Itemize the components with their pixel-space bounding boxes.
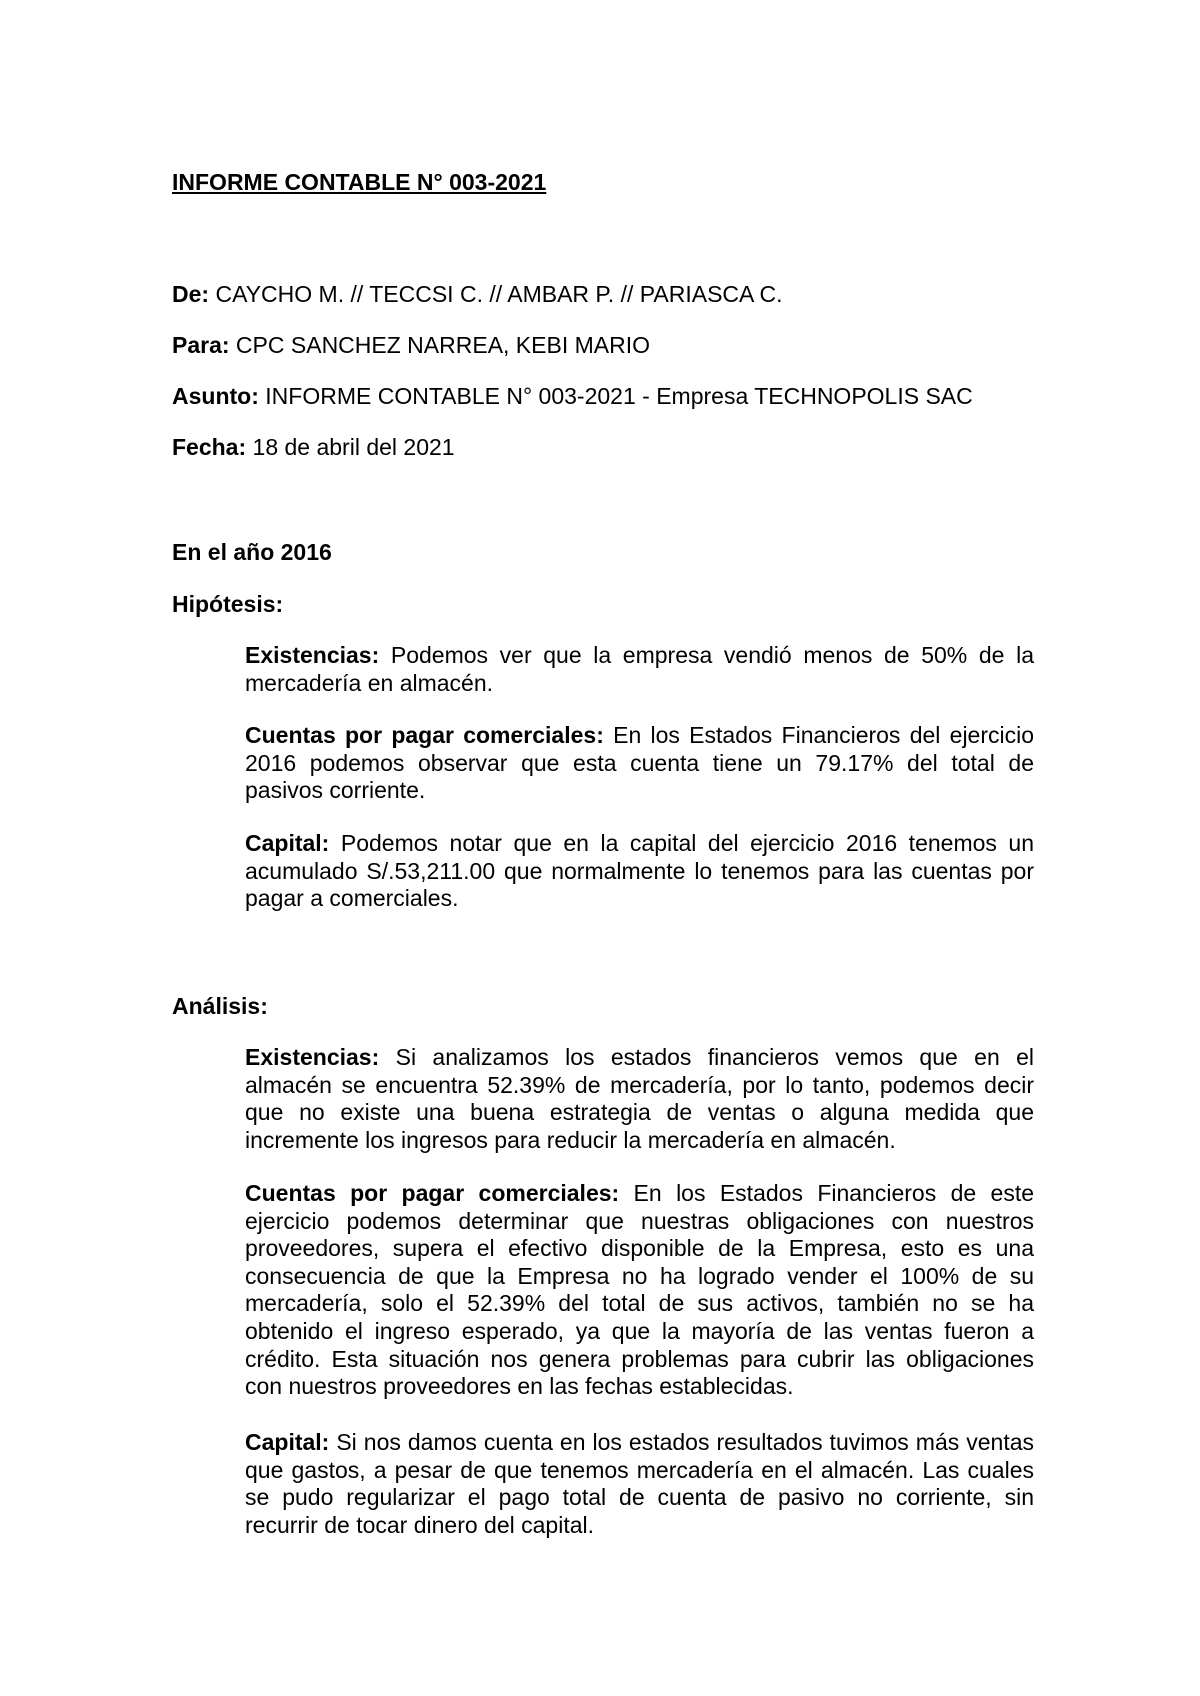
hipotesis-existencias	[245, 642, 1034, 697]
hipotesis-capital-text: Podemos notar que en la capital del ejercicio 2016 tenemos un acumulado S/.53,211.00 que normalmente lo tenemos para las cuentas por pagar a comerciales.	[245, 830, 1034, 912]
meta-fecha	[172, 433, 455, 461]
analisis-heading: Análisis:	[172, 993, 268, 1019]
meta-de-label: De:	[172, 281, 210, 307]
analisis-existencias-label: Existencias:	[245, 1044, 380, 1070]
hipotesis-cuentas-text: En los Estados Financieros del ejercicio 2016 podemos observar que esta cuenta tiene un 79.17% del total de pasivos corriente.	[245, 722, 1035, 804]
hipotesis-heading: Hipótesis:	[172, 591, 284, 617]
analisis-cuentas-text: En los Estados Financieros de este ejercicio podemos determinar que nuestras obligaciones con nuestros proveedores, supera el efectivo disponible de la Empresa, esto es una consecuencia de que la Empresa no ha logrado vender el 100% de su mercadería, solo el 52.39% del total de sus activos, también no se ha obtenido el ingreso esperado, ya que la mayoría de las ventas fueron a crédito. Esta situación nos genera problemas para cubrir las obligaciones con nuestros proveedores en las fechas establecidas.	[245, 1180, 1035, 1400]
hipotesis-existencias-label: Existencias:	[245, 642, 380, 668]
report-title: INFORME CONTABLE N° 003-2021	[172, 169, 547, 195]
analisis-capital	[245, 1429, 1034, 1539]
meta-de-value: CAYCHO M. // TECCSI C. // AMBAR P. // PARIASCA C.	[209, 281, 783, 307]
hipotesis-cuentas-label: Cuentas por pagar comerciales:	[245, 722, 604, 748]
meta-para	[172, 331, 650, 359]
meta-asunto-label: Asunto:	[172, 383, 259, 409]
meta-para-value: CPC SANCHEZ NARREA, KEBI MARIO	[229, 332, 651, 358]
analisis-capital-text: Si nos damos cuenta en los estados resultados tuvimos más ventas que gastos, a pesar de que tenemos mercadería en el almacén. Las cuales se pudo regularizar el pago total de cuenta de pasivo no corriente, sin recurrir de tocar dinero del capital.	[245, 1429, 1034, 1538]
meta-fecha-value: 18 de abril del 2021	[246, 434, 455, 460]
meta-de	[172, 280, 783, 308]
hipotesis-capital	[245, 830, 1034, 913]
analisis-cuentas-label: Cuentas por pagar comerciales:	[245, 1180, 620, 1206]
hipotesis-cuentas	[245, 722, 1034, 805]
meta-para-label: Para:	[172, 332, 230, 358]
year-heading: En el año 2016	[172, 539, 332, 565]
hipotesis-capital-label: Capital:	[245, 830, 330, 856]
analisis-capital-label: Capital:	[245, 1429, 330, 1455]
meta-fecha-label: Fecha:	[172, 434, 247, 460]
hipotesis-existencias-text: Podemos ver que la empresa vendió menos de 50% de la mercadería en almacén.	[245, 642, 1034, 696]
analisis-existencias-text: Si analizamos los estados financieros vemos que en el almacén se encuentra 52.39% de mercadería, por lo tanto, podemos decir que no existe una buena estrategia de ventas o alguna medida que incremente los ingresos para reducir la mercadería en almacén.	[245, 1044, 1034, 1153]
analisis-cuentas	[245, 1180, 1034, 1401]
analisis-existencias	[245, 1044, 1034, 1154]
meta-asunto-value: INFORME CONTABLE N° 003-2021 - Empresa TECHNOPOLIS SAC	[258, 383, 973, 409]
meta-asunto	[172, 382, 973, 410]
